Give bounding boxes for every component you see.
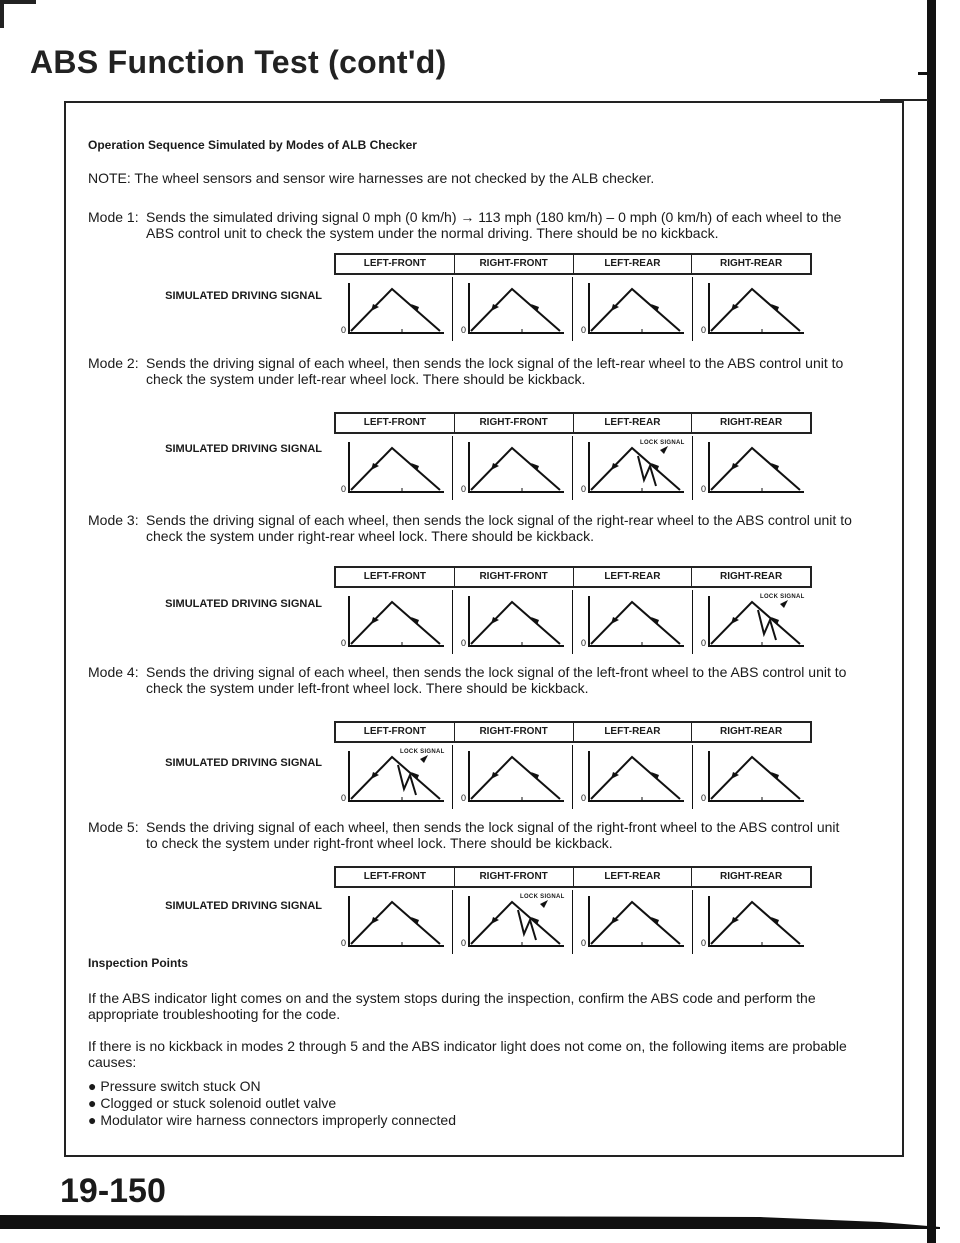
graph-axes: [589, 751, 684, 801]
speed-profile-line: [471, 902, 560, 944]
speed-profile-line: [471, 757, 560, 799]
mode-5-panel-body: [334, 890, 810, 956]
cell-divider: [572, 590, 573, 654]
mode-3-panel-header: [334, 566, 812, 588]
page-number: 19-150: [60, 1172, 166, 1210]
graph-axes: [589, 596, 684, 646]
cell-divider: [452, 436, 453, 500]
graph-axes: [349, 442, 444, 492]
mode-5-signal-label: SIMULATED DRIVING SIGNAL: [165, 900, 322, 912]
cause-item-2: ● Clogged or stuck solenoid outlet valve: [88, 1095, 337, 1111]
column-header: RIGHT-REAR: [720, 258, 783, 269]
zero-label: 0: [581, 484, 587, 494]
right-edge-tick: [918, 72, 928, 75]
accelerate-arrow-icon: [611, 772, 619, 779]
page-title: ABS Function Test (cont'd): [30, 44, 447, 80]
column-header: LEFT-FRONT: [336, 723, 455, 741]
lock-signal-label: LOCK SIGNAL: [400, 749, 445, 755]
wheel-signal-graph: [340, 590, 452, 654]
wheel-signal-graph: [340, 436, 452, 500]
mode-5-signal-panel: [334, 866, 810, 959]
cell-divider: [692, 590, 693, 654]
wheel-signal-graph: [580, 590, 692, 654]
graph-axes: [709, 751, 804, 801]
lock-signal-label: LOCK SIGNAL: [760, 594, 805, 600]
mode-1-signal-panel: [334, 253, 810, 346]
mode-4-signal-panel: [334, 721, 810, 814]
speed-profile-graph: [460, 277, 572, 341]
accelerate-arrow-icon: [371, 304, 379, 311]
speed-profile-graph: [700, 277, 812, 341]
wheel-signal-graph: [460, 436, 572, 500]
graph-axes: [589, 896, 684, 946]
zero-label: 0: [341, 938, 347, 948]
speed-profile-graph: [580, 745, 692, 809]
speed-profile-line: [351, 602, 440, 644]
speed-profile-graph: [460, 745, 572, 809]
content-frame-right: [902, 99, 904, 1157]
speed-profile-graph: [340, 277, 452, 341]
accelerate-arrow-icon: [371, 917, 379, 924]
zero-label: 0: [581, 325, 587, 335]
speed-profile-graph: [580, 590, 692, 654]
mode-3-label: Mode 3:: [88, 512, 139, 528]
column-header: LEFT-FRONT: [336, 568, 455, 586]
column-header: LEFT-REAR: [574, 868, 693, 886]
zero-label: 0: [341, 638, 347, 648]
mode-3-signal-label: SIMULATED DRIVING SIGNAL: [165, 598, 322, 610]
wheel-signal-graph: [700, 590, 812, 654]
cell-divider: [692, 277, 693, 341]
accelerate-arrow-icon: [371, 463, 379, 470]
speed-profile-line: [711, 902, 800, 944]
cell-divider: [572, 890, 573, 954]
mode-1-signal-label: SIMULATED DRIVING SIGNAL: [165, 290, 322, 302]
inspection-heading: Inspection Points: [88, 956, 189, 970]
wheel-signal-graph: [340, 745, 452, 809]
mode-4-panel-header: [334, 721, 812, 743]
wheel-signal-graph: [460, 890, 572, 954]
mode-4-panel-body: [334, 745, 810, 811]
graph-axes: [469, 596, 564, 646]
speed-profile-line: [711, 757, 800, 799]
wheel-signal-graph: [340, 890, 452, 954]
cell-divider: [452, 277, 453, 341]
accelerate-arrow-icon: [731, 617, 739, 624]
column-header: LEFT-REAR: [574, 723, 693, 741]
column-header: RIGHT-REAR: [720, 417, 783, 428]
mode-1-label: Mode 1:: [88, 209, 139, 225]
speed-profile-line: [711, 448, 800, 490]
speed-profile-line: [471, 448, 560, 490]
mode-4-text: Sends the driving signal of each wheel, then sends the lock signal of the left-front wheel to the ABS control unit to check the system under left-front wheel lock. There should be kickback.: [146, 664, 847, 696]
speed-profile-line: [591, 602, 680, 644]
speed-profile-graph: [700, 890, 812, 954]
wheel-signal-graph: [460, 277, 572, 341]
mode-2-signal-label: SIMULATED DRIVING SIGNAL: [165, 443, 322, 455]
mode-5-label: Mode 5:: [88, 819, 139, 835]
speed-profile-graph: [340, 890, 452, 954]
accelerate-arrow-icon: [491, 772, 499, 779]
cell-divider: [692, 436, 693, 500]
wheel-signal-graph: [700, 277, 812, 341]
column-header: LEFT-FRONT: [336, 255, 455, 273]
wheel-signal-graph: [460, 745, 572, 809]
graph-axes: [589, 283, 684, 333]
zero-label: 0: [341, 793, 347, 803]
accelerate-arrow-icon: [611, 463, 619, 470]
zero-label: 0: [701, 938, 707, 948]
zero-label: 0: [581, 793, 587, 803]
graph-axes: [709, 283, 804, 333]
accelerate-arrow-icon: [731, 772, 739, 779]
section-heading: Operation Sequence Simulated by Modes of ALB Checker: [88, 138, 417, 152]
zero-label: 0: [461, 484, 467, 494]
column-header: LEFT-REAR: [574, 414, 693, 432]
speed-profile-graph: [700, 745, 812, 809]
wheel-signal-graph: [580, 277, 692, 341]
lock-signal-arrow-icon: [780, 600, 788, 608]
zero-label: 0: [461, 793, 467, 803]
zero-label: 0: [341, 325, 347, 335]
speed-profile-graph: [460, 590, 572, 654]
zero-label: 0: [341, 484, 347, 494]
speed-profile-line: [351, 289, 440, 331]
accelerate-arrow-icon: [491, 463, 499, 470]
speed-profile-line: [591, 448, 680, 490]
graph-axes: [349, 596, 444, 646]
mode-3-signal-panel: [334, 566, 810, 659]
graph-axes: [349, 751, 444, 801]
speed-profile-line: [351, 902, 440, 944]
graph-axes: [589, 442, 684, 492]
mode-2-label: Mode 2:: [88, 355, 139, 371]
column-header: LEFT-FRONT: [336, 868, 455, 886]
accelerate-arrow-icon: [491, 617, 499, 624]
speed-profile-line: [591, 289, 680, 331]
column-header: RIGHT-REAR: [720, 571, 783, 582]
graph-axes: [469, 896, 564, 946]
column-header: RIGHT-FRONT: [455, 414, 574, 432]
cell-divider: [452, 745, 453, 809]
mode-5-text: Sends the driving signal of each wheel, then sends the lock signal of the right-front wheel to the ABS control unit to check the system under right-front wheel lock. There should be kickback.: [146, 819, 840, 851]
speed-profile-graph: [340, 590, 452, 654]
cell-divider: [692, 745, 693, 809]
speed-profile-line: [471, 289, 560, 331]
wheel-signal-graph: [340, 277, 452, 341]
wheel-signal-graph: [700, 436, 812, 500]
mode-1-panel-body: [334, 277, 810, 343]
graph-axes: [469, 283, 564, 333]
column-header: RIGHT-REAR: [720, 726, 783, 737]
zero-label: 0: [701, 638, 707, 648]
graph-axes: [709, 596, 804, 646]
note-text: NOTE: The wheel sensors and sensor wire harnesses are not checked by the ALB checker.: [88, 170, 655, 186]
wheel-signal-graph: [580, 890, 692, 954]
speed-profile-graph: [460, 436, 572, 500]
zero-label: 0: [701, 793, 707, 803]
speed-profile-line: [591, 902, 680, 944]
cell-divider: [452, 890, 453, 954]
zero-label: 0: [461, 325, 467, 335]
mode-2-text: Sends the driving signal of each wheel, then sends the lock signal of the left-rear wheel to the ABS control unit to check the system under left-rear wheel lock. There should be kickback.: [146, 355, 844, 387]
lock-signal-label: LOCK SIGNAL: [520, 894, 565, 900]
right-edge-bar: [927, 0, 936, 1243]
mode-1-panel-header: [334, 253, 812, 275]
content-frame-top-right: [880, 99, 928, 101]
mode-4-signal-label: SIMULATED DRIVING SIGNAL: [165, 757, 322, 769]
mode-5-panel-header: [334, 866, 812, 888]
cause-item-3: ● Modulator wire harness connectors improperly connected: [88, 1112, 456, 1128]
mode-3-text: Sends the driving signal of each wheel, then sends the lock signal of the right-rear wheel to the ABS control unit to check the system under right-rear wheel lock. There should be kickback.: [146, 512, 852, 544]
inspection-paragraph-1: If the ABS indicator light comes on and the system stops during the inspection, confirm the ABS code and perform the appropriate troubleshooting for the code.: [88, 990, 816, 1022]
speed-profile-line: [471, 602, 560, 644]
lock-signal-arrow-icon: [540, 900, 548, 908]
speed-profile-line: [351, 757, 440, 799]
corner-mark-vertical: [0, 0, 4, 28]
zero-label: 0: [461, 638, 467, 648]
wheel-signal-graph: [700, 745, 812, 809]
mode-3-panel-body: [334, 590, 810, 656]
inspection-paragraph-2: If there is no kickback in modes 2 through 5 and the ABS indicator light does not come on, the following items are probable causes:: [88, 1038, 847, 1070]
cause-item-2-text: Clogged or stuck solenoid outlet valve: [100, 1095, 337, 1111]
column-header: RIGHT-FRONT: [455, 723, 574, 741]
zero-label: 0: [701, 325, 707, 335]
cell-divider: [572, 436, 573, 500]
speed-profile-graph: [580, 890, 692, 954]
lock-signal-arrow-icon: [420, 755, 428, 763]
column-header: RIGHT-REAR: [720, 871, 783, 882]
accelerate-arrow-icon: [731, 463, 739, 470]
wheel-signal-graph: [700, 890, 812, 954]
speed-profile-graph: [580, 277, 692, 341]
cell-divider: [452, 590, 453, 654]
mode-1-text: Sends the simulated driving signal 0 mph (0 km/h) → 113 mph (180 km/h) – 0 mph (0 km/h) of each wheel to the ABS control unit to check the system under the normal driving. There should be no kickback.: [146, 209, 842, 241]
accelerate-arrow-icon: [491, 304, 499, 311]
graph-axes: [709, 442, 804, 492]
accelerate-arrow-icon: [611, 304, 619, 311]
zero-label: 0: [701, 484, 707, 494]
speed-profile-graph: [700, 436, 812, 500]
column-header: LEFT-REAR: [574, 255, 693, 273]
graph-axes: [469, 442, 564, 492]
mode-4-label: Mode 4:: [88, 664, 139, 680]
mode-2-panel-header: [334, 412, 812, 434]
column-header: RIGHT-FRONT: [455, 255, 574, 273]
accelerate-arrow-icon: [371, 617, 379, 624]
speed-profile-line: [711, 602, 800, 644]
lock-signal-arrow-icon: [660, 446, 668, 454]
graph-axes: [469, 751, 564, 801]
zero-label: 0: [581, 938, 587, 948]
corner-mark: [0, 0, 36, 4]
column-header: RIGHT-FRONT: [455, 568, 574, 586]
graph-axes: [349, 896, 444, 946]
zero-label: 0: [461, 938, 467, 948]
wheel-signal-graph: [460, 590, 572, 654]
graph-axes: [709, 896, 804, 946]
speed-profile-line: [351, 448, 440, 490]
cause-item-1: ● Pressure switch stuck ON: [88, 1078, 261, 1094]
accelerate-arrow-icon: [731, 917, 739, 924]
speed-profile-graph: [340, 436, 452, 500]
mode-2-signal-panel: [334, 412, 810, 505]
lock-signal-label: LOCK SIGNAL: [640, 440, 685, 446]
zero-label: 0: [581, 638, 587, 648]
speed-profile-line: [591, 757, 680, 799]
graph-axes: [349, 283, 444, 333]
wheel-signal-graph: [580, 745, 692, 809]
accelerate-arrow-icon: [491, 917, 499, 924]
column-header: RIGHT-FRONT: [455, 868, 574, 886]
cell-divider: [692, 890, 693, 954]
accelerate-arrow-icon: [611, 617, 619, 624]
accelerate-arrow-icon: [371, 772, 379, 779]
mode-2-panel-body: [334, 436, 810, 502]
column-header: LEFT-FRONT: [336, 414, 455, 432]
cause-item-1-text: Pressure switch stuck ON: [100, 1078, 261, 1094]
accelerate-arrow-icon: [611, 917, 619, 924]
cell-divider: [572, 277, 573, 341]
column-header: LEFT-REAR: [574, 568, 693, 586]
cell-divider: [572, 745, 573, 809]
footer-rule: [0, 1215, 940, 1229]
wheel-signal-graph: [580, 436, 692, 500]
accelerate-arrow-icon: [731, 304, 739, 311]
cause-item-3-text: Modulator wire harness connectors improperly connected: [100, 1112, 456, 1128]
speed-profile-line: [711, 289, 800, 331]
